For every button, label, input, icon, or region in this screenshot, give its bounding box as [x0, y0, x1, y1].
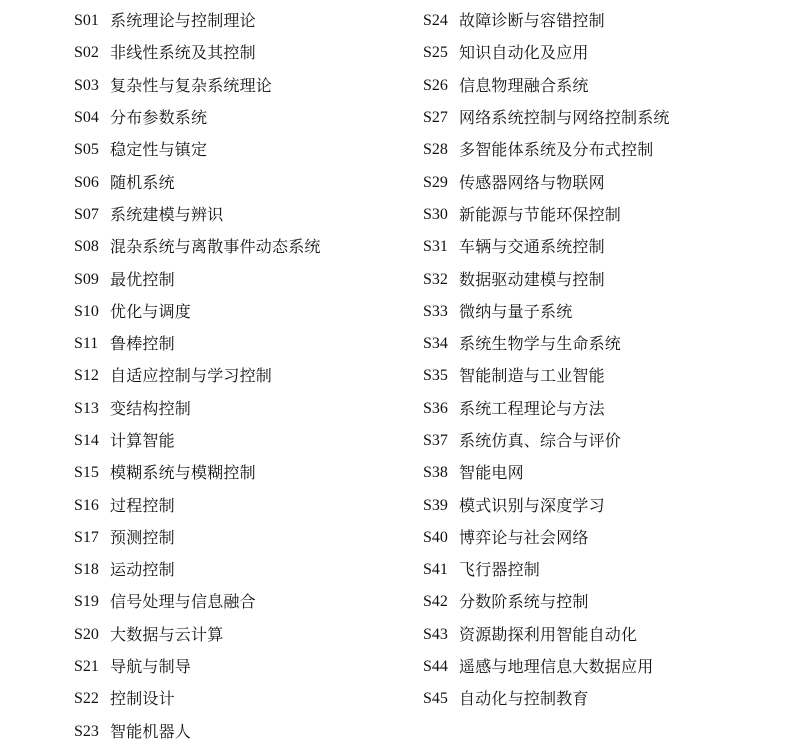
topic-name: 模式识别与深度学习 [459, 495, 605, 515]
topic-item [423, 489, 670, 521]
topic-name: 控制设计 [110, 689, 175, 709]
topic-item [74, 619, 321, 651]
topic-code: S37 [423, 432, 448, 449]
topic-code: S02 [74, 44, 99, 62]
topic-name: 稳定性与镇定 [110, 140, 208, 160]
topic-item [74, 199, 321, 231]
topic-name: 大数据与云计算 [110, 624, 224, 644]
topic-name: 智能制造与工业智能 [459, 366, 605, 386]
topic-item [423, 683, 670, 715]
topic-name: 随机系统 [110, 172, 175, 192]
topic-name: 复杂性与复杂系统理论 [110, 75, 273, 95]
topic-item [74, 716, 321, 748]
topic-item [423, 102, 670, 134]
topic-name: 系统建模与辨识 [110, 204, 224, 224]
topic-name: 信号处理与信息融合 [110, 592, 256, 612]
topic-item [423, 231, 670, 263]
topic-item [423, 457, 670, 489]
topic-item [74, 393, 321, 425]
topic-item [423, 619, 670, 651]
topic-code: S13 [74, 399, 99, 417]
topic-name: 运动控制 [110, 560, 175, 580]
topic-item [423, 360, 670, 392]
topic-item [74, 263, 321, 295]
topic-name: 故障诊断与容错控制 [459, 11, 605, 31]
topic-item [423, 296, 670, 328]
topic-code: S35 [423, 367, 448, 385]
topic-item [74, 457, 321, 489]
topic-name: 预测控制 [110, 527, 175, 547]
topic-code: S22 [74, 690, 99, 708]
topic-name: 系统工程理论与方法 [459, 398, 605, 418]
topic-code: S12 [74, 367, 99, 385]
topic-name: 非线性系统及其控制 [110, 43, 256, 63]
topic-name: 导航与制导 [110, 657, 192, 677]
topic-item [74, 134, 321, 166]
topic-name: 智能机器人 [110, 721, 192, 741]
topic-item [423, 37, 670, 69]
topic-code: S05 [74, 141, 99, 159]
topic-column-left [74, 5, 321, 748]
topic-name: 多智能体系统及分布式控制 [459, 140, 654, 160]
topic-code: S01 [74, 12, 99, 30]
topic-name: 网络系统控制与网络控制系统 [459, 108, 670, 128]
topic-item [74, 231, 321, 263]
topic-name: 新能源与节能环保控制 [459, 204, 622, 224]
topic-item [74, 37, 321, 69]
topic-item [423, 328, 670, 360]
topic-code: S20 [74, 625, 99, 643]
topic-code: S44 [423, 658, 448, 676]
topic-item [423, 522, 670, 554]
topic-code: S43 [423, 625, 448, 643]
topic-item [74, 651, 321, 683]
topic-name: 智能电网 [459, 463, 524, 483]
topic-name: 模糊系统与模糊控制 [110, 463, 256, 483]
topic-code: S34 [423, 335, 448, 353]
topic-item [423, 393, 670, 425]
topic-name: 自适应控制与学习控制 [110, 366, 273, 386]
topic-code: S28 [423, 141, 448, 159]
topic-code: S06 [74, 173, 99, 191]
topic-item [74, 522, 321, 554]
topic-item [423, 263, 670, 295]
topic-code: S42 [423, 593, 448, 611]
topic-code: S18 [74, 561, 99, 579]
topic-item [423, 586, 670, 618]
topic-name: 传感器网络与物联网 [459, 172, 605, 192]
topic-name: 微纳与量子系统 [459, 301, 573, 321]
topic-code: S32 [423, 270, 448, 288]
topic-name: 计算智能 [110, 431, 175, 450]
topic-name: 博弈论与社会网络 [459, 527, 589, 547]
topic-code: S19 [74, 593, 99, 611]
topic-code: S41 [423, 561, 448, 579]
topic-code: S30 [423, 205, 448, 223]
topic-name: 知识自动化及应用 [459, 43, 589, 63]
topic-code: S25 [423, 44, 448, 62]
topic-name: 鲁棒控制 [110, 334, 175, 354]
topic-item [74, 683, 321, 715]
topic-name: 车辆与交通系统控制 [459, 237, 605, 257]
topic-code: S09 [74, 270, 99, 288]
topic-name: 遥感与地理信息大数据应用 [459, 657, 654, 677]
topic-code: S07 [74, 205, 99, 223]
topic-code: S45 [423, 690, 448, 708]
topic-item [423, 70, 670, 102]
topic-code: S39 [423, 496, 448, 514]
topic-code: S16 [74, 496, 99, 514]
topic-item [423, 134, 670, 166]
topic-item [74, 166, 321, 198]
topic-code: S10 [74, 302, 99, 320]
topic-item [423, 651, 670, 683]
topic-item [74, 328, 321, 360]
topic-name: 混杂系统与离散事件动态系统 [110, 237, 321, 257]
topic-item [74, 296, 321, 328]
topic-name: 最优控制 [110, 269, 175, 289]
topic-item [74, 360, 321, 392]
topic-code: S15 [74, 464, 99, 482]
topic-code: S14 [74, 432, 99, 449]
topic-code: S31 [423, 238, 448, 256]
topic-code: S08 [74, 238, 99, 256]
topic-name: 信息物理融合系统 [459, 75, 589, 95]
topic-name: 系统仿真、综合与评价 [459, 431, 622, 450]
topic-item [423, 554, 670, 586]
topic-code: S04 [74, 109, 99, 127]
topic-code: S27 [423, 109, 448, 127]
topic-name: 数据驱动建模与控制 [459, 269, 605, 289]
topic-code: S03 [74, 76, 99, 94]
topic-name: 优化与调度 [110, 301, 192, 321]
topic-code: S33 [423, 302, 448, 320]
topic-item [423, 166, 670, 198]
topic-code: S21 [74, 658, 99, 676]
topic-item [74, 489, 321, 521]
topic-code: S29 [423, 173, 448, 191]
topic-code: S11 [74, 335, 99, 353]
topic-code: S24 [423, 12, 448, 30]
topic-item [423, 425, 670, 457]
topic-name: 飞行器控制 [459, 560, 541, 580]
topic-name: 变结构控制 [110, 398, 192, 418]
topic-item [74, 5, 321, 37]
topic-item [74, 70, 321, 102]
topic-name: 分布参数系统 [110, 108, 208, 128]
topic-code: S23 [74, 722, 99, 740]
topic-code: S40 [423, 528, 448, 546]
topic-name: 资源勘探利用智能自动化 [459, 624, 638, 644]
topic-item [74, 425, 321, 457]
topic-name: 系统生物学与生命系统 [459, 334, 622, 354]
topic-code: S36 [423, 399, 448, 417]
topic-code: S38 [423, 464, 448, 482]
topic-column-right [423, 5, 670, 716]
topic-item [74, 554, 321, 586]
topic-code: S17 [74, 528, 99, 546]
topic-name: 分数阶系统与控制 [459, 592, 589, 612]
topic-name: 系统理论与控制理论 [110, 11, 256, 31]
topic-item [423, 5, 670, 37]
topic-item [74, 586, 321, 618]
topic-code: S26 [423, 76, 448, 94]
topic-name: 过程控制 [110, 495, 175, 515]
topic-item [74, 102, 321, 134]
topic-item [423, 199, 670, 231]
topic-name: 自动化与控制教育 [459, 689, 589, 709]
